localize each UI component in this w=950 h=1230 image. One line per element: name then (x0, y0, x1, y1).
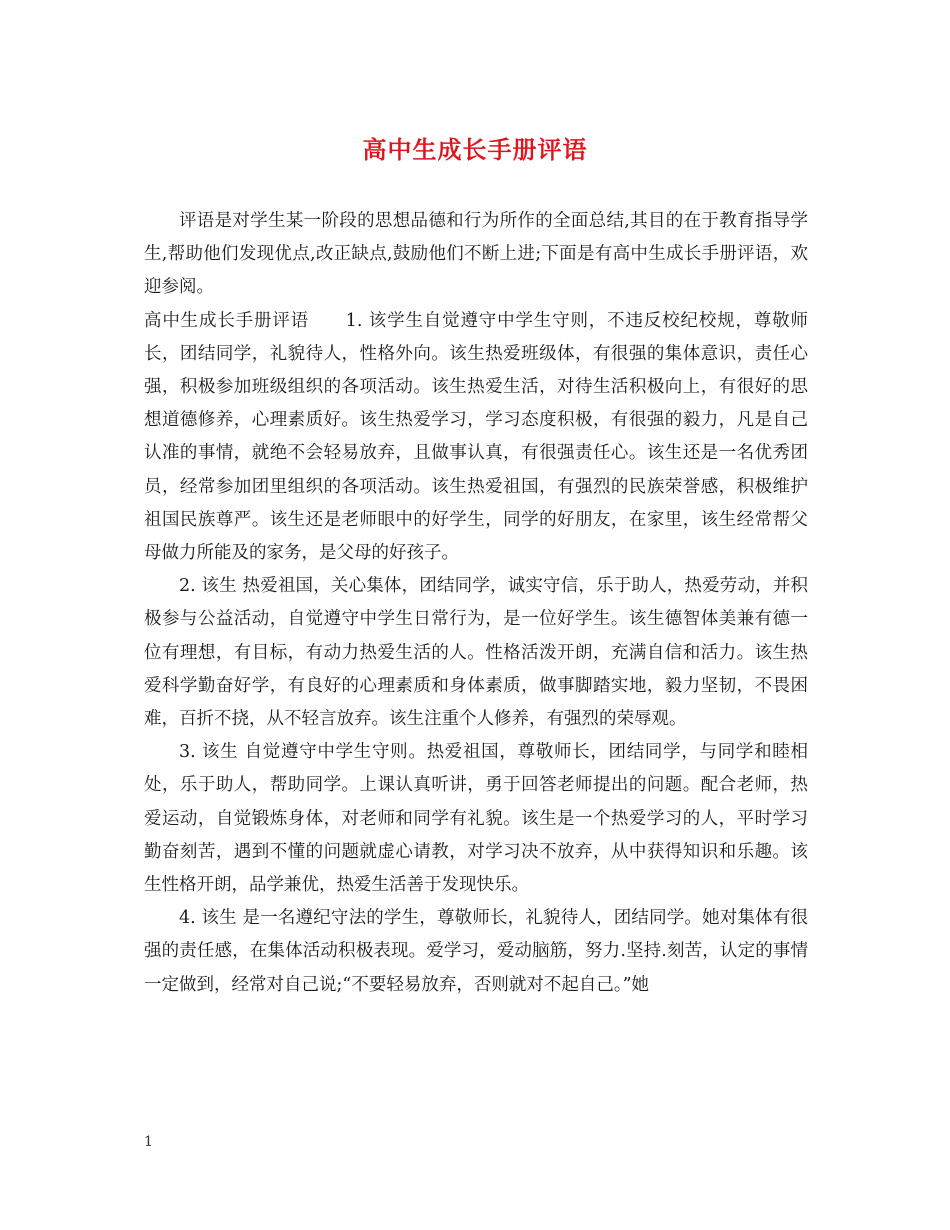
comment-paragraph-1: 高中生成长手册评语 1. 该学生自觉遵守中学生守则，不违反校纪校规，尊敬师长，团结同学，礼貌待人，性格外向。该生热爱班级体，有很强的集体意识，责任心强，积极参加班级组织的各项活动。该生热爱生活，对待生活积极向上，有很好的思想道德修养，心理素质好。该生热爱学习，学习态度积极，有很强的毅力，凡是自己认准的事情，就绝不会轻易放弃，且做事认真，有很强责任心。该生还是一名优秀团员，经常参加团里组织的各项活动。该生热爱祖国，有强烈的民族荣誉感，积极维护祖国民族尊严。该生还是老师眼中的好学生，同学的好朋友，在家里，该生经常帮父母做力所能及的家务，是父母的好孩子。 (144, 310, 808, 564)
comment-paragraph-4: 4. 该生 是一名遵纪守法的学生，尊敬师长，礼貌待人，团结同学。她对集体有很强的责任感，在集体活动积极表现。爱学习，爱动脑筋，努力.坚持.刻苦，认定的事情一定做到，经常对自己说;“不要轻易放弃，否则就对不起自己。”她 (144, 908, 808, 995)
document-body (144, 205, 808, 1002)
page-number: 1 (144, 1134, 153, 1150)
comment-paragraph-3: 3. 该生 自觉遵守中学生守则。热爱祖国，尊敬师长，团结同学，与同学和睦相处，乐于助人，帮助同学。上课认真听讲，勇于回答老师提出的问题。配合老师，热爱运动，自觉锻炼身体，对老师和同学有礼貌。该生是一个热爱学习的人，平时学习勤奋刻苦，遇到不懂的问题就虚心请教，对学习决不放弃，从中获得知识和乐趣。该生性格开朗，品学兼优，热爱生活善于发现快乐。 (144, 742, 808, 896)
comment-paragraph-2: 2. 该生 热爱祖国，关心集体，团结同学，诚实守信，乐于助人，热爱劳动，并积极参与公益活动，自觉遵守中学生日常行为，是一位好学生。该生德智体美兼有德一位有理想，有目标，有动力热爱生活的人。性格活泼开朗，充满自信和活力。该生热爱科学勤奋好学，有良好的心理素质和身体素质，做事脚踏实地，毅力坚韧，不畏困难，百折不挠，从不轻言放弃。该生注重个人修养，有强烈的荣辱观。 (144, 576, 808, 730)
intro-paragraph: 评语是对学生某一阶段的思想品德和行为所作的全面总结,其目的在于教育指导学生,帮助他们发现优点,改正缺点,鼓励他们不断上进;下面是有高中生成长手册评语，欢迎参阅。 (144, 211, 808, 298)
page-title: 高中生成长手册评语 (362, 135, 588, 164)
